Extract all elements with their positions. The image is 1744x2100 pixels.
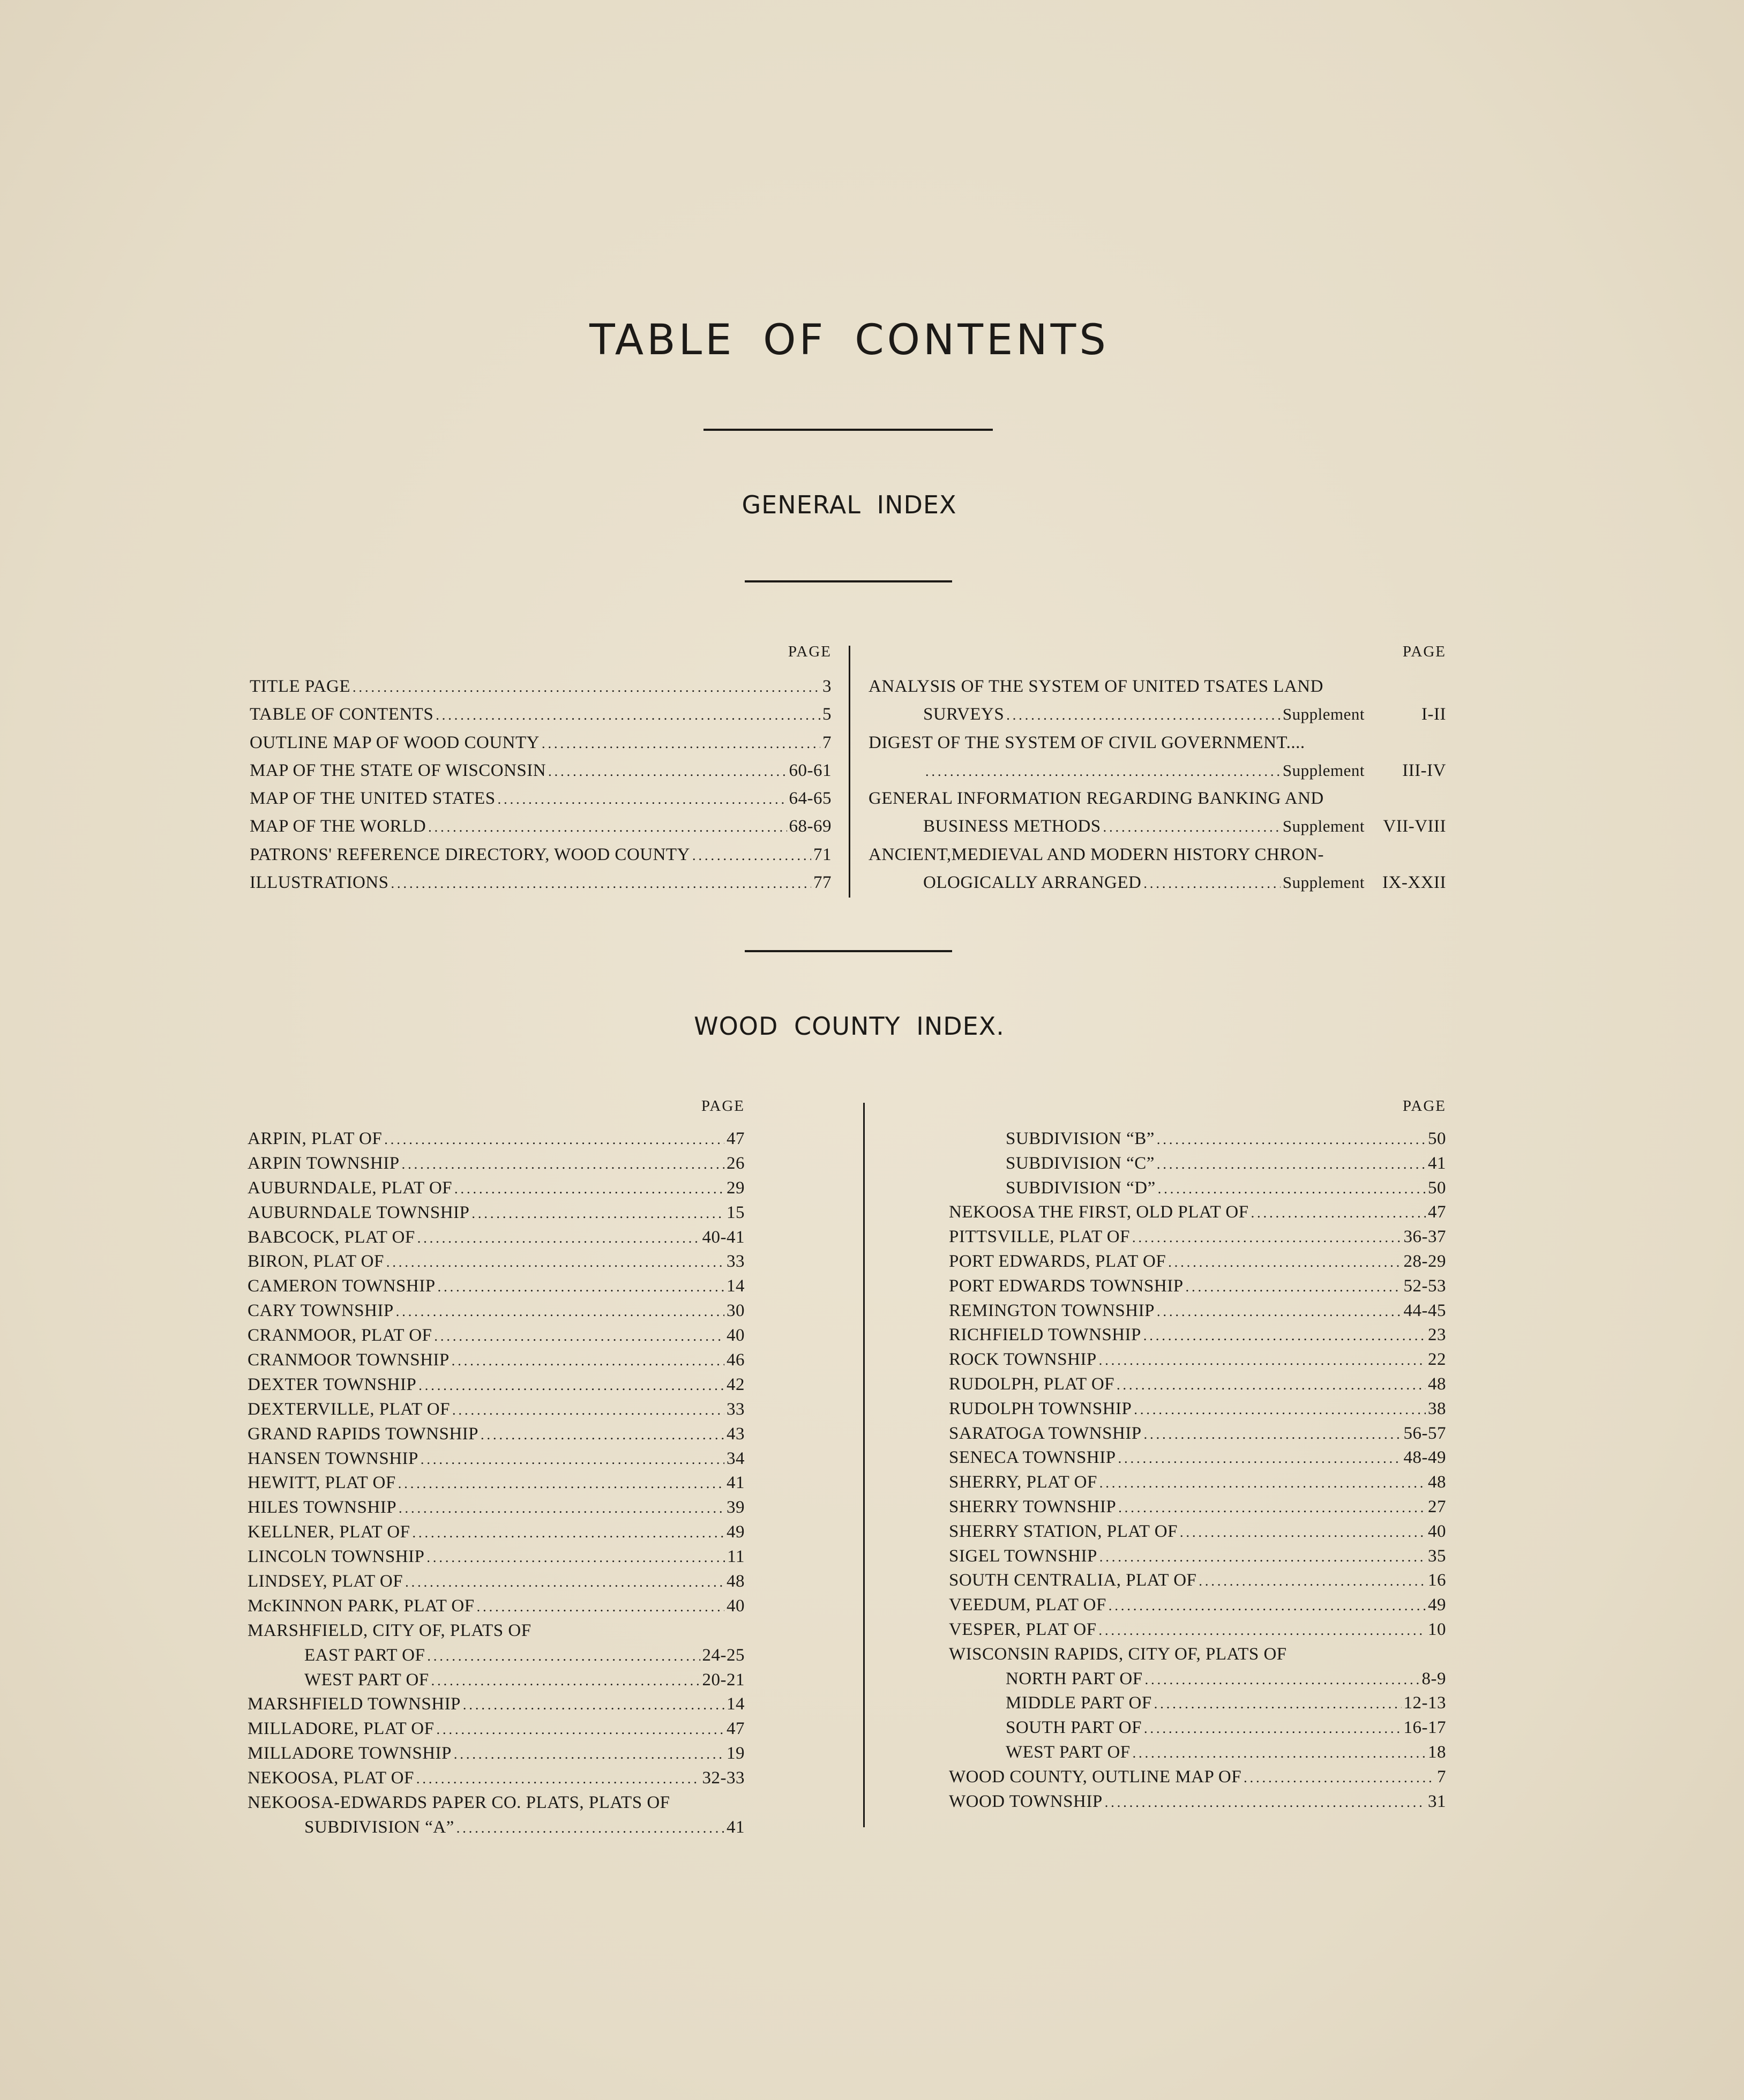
entry-name: SUBDIVISION “B” xyxy=(1006,1129,1155,1148)
entry-page-number: 18 xyxy=(1428,1742,1446,1762)
entry-page-number: 31 xyxy=(1428,1791,1446,1811)
general-index-column-divider xyxy=(849,646,850,898)
page-column-label: PAGE xyxy=(701,1097,745,1115)
page-column-label: PAGE xyxy=(788,643,832,660)
entry-name: EAST PART OF xyxy=(304,1645,425,1665)
index-entry xyxy=(949,1200,1446,1225)
index-entry xyxy=(949,1176,1446,1201)
entry-page-number: 50 xyxy=(1428,1178,1446,1198)
index-entry xyxy=(250,672,832,700)
dot-leader xyxy=(436,701,820,729)
entry-page-number: IX-XXII xyxy=(1382,873,1446,893)
wood-county-left-list xyxy=(248,1127,745,1840)
dot-leader xyxy=(426,1545,725,1570)
title-divider xyxy=(703,429,993,431)
index-entry xyxy=(248,1299,745,1324)
entry-name: HANSEN TOWNSHIP xyxy=(248,1448,418,1468)
entry-name: PITTSVILLE, PLAT OF xyxy=(949,1227,1130,1247)
dot-leader xyxy=(452,1349,724,1373)
entry-name: OLOGICALLY ARRANGED xyxy=(923,873,1142,893)
dot-leader xyxy=(1157,1299,1402,1324)
dot-leader xyxy=(471,1201,724,1226)
index-entry xyxy=(949,1568,1446,1593)
dot-leader xyxy=(1144,1422,1402,1447)
entry-name: NEKOOSA, PLAT OF xyxy=(248,1768,414,1788)
entry-page-number: 40-41 xyxy=(702,1227,745,1247)
dot-leader xyxy=(548,758,787,786)
entry-name: DEXTER TOWNSHIP xyxy=(248,1374,417,1394)
entry-page-number: 11 xyxy=(727,1547,745,1567)
index-group-heading: WISCONSIN RAPIDS, CITY OF, PLATS OF xyxy=(949,1644,1287,1664)
entry-page-number: 5 xyxy=(822,705,832,724)
index-entry xyxy=(248,1520,745,1545)
index-entry xyxy=(949,1765,1446,1790)
entry-name: ARPIN, PLAT OF xyxy=(248,1129,383,1148)
index-entry xyxy=(248,1201,745,1225)
wood-county-right-list xyxy=(949,1127,1446,1814)
index-entry-supplement-line xyxy=(869,812,1446,840)
index-entry xyxy=(949,1790,1446,1814)
dot-leader xyxy=(477,1595,724,1619)
entry-name: ILLUSTRATIONS xyxy=(250,873,389,893)
dot-leader xyxy=(353,674,820,701)
supplement-label: Supplement xyxy=(1282,705,1365,724)
page-column-label: PAGE xyxy=(1402,643,1446,660)
entry-page-number: 20-21 xyxy=(702,1670,745,1690)
entry-page-number: 40 xyxy=(727,1596,745,1616)
entry-name: VEEDUM, PLAT OF xyxy=(949,1595,1106,1615)
index-entry xyxy=(949,1225,1446,1250)
index-entry xyxy=(949,1446,1446,1470)
entry-page-number: 47 xyxy=(727,1129,745,1148)
wood-county-index-heading: WOOD COUNTY INDEX. xyxy=(694,1012,1005,1041)
general-index-left-column xyxy=(250,643,832,896)
dot-leader xyxy=(463,1693,724,1717)
wood-county-divider xyxy=(745,950,952,952)
index-entry xyxy=(949,1152,1446,1176)
dot-leader xyxy=(1105,1790,1426,1815)
entry-name: NORTH PART OF xyxy=(1006,1669,1143,1688)
entry-name: TITLE PAGE xyxy=(250,677,351,696)
entry-name: SOUTH PART OF xyxy=(1006,1718,1142,1738)
dot-leader xyxy=(405,1570,724,1595)
dot-leader xyxy=(1186,1275,1402,1299)
entry-name: WOOD TOWNSHIP xyxy=(949,1791,1103,1811)
entry-page-number: 48 xyxy=(1428,1374,1446,1394)
entry-name: RUDOLPH, PLAT OF xyxy=(949,1374,1115,1394)
entry-page-number: 41 xyxy=(1428,1153,1446,1173)
index-entry xyxy=(248,1471,745,1496)
index-entry xyxy=(949,1667,1446,1692)
entry-page-number: 68-69 xyxy=(789,817,832,836)
entry-name: WEST PART OF xyxy=(1006,1742,1131,1762)
index-entry xyxy=(248,1348,745,1373)
dot-leader xyxy=(416,1767,700,1791)
dot-leader xyxy=(1118,1496,1426,1520)
entry-name: AUBURNDALE, PLAT OF xyxy=(248,1178,453,1198)
supplement-label: Supplement xyxy=(1282,873,1365,892)
wood-county-right-column xyxy=(949,1097,1446,1814)
index-entry xyxy=(949,1348,1446,1372)
index-entry-title: ANCIENT,MEDIEVAL AND MODERN HISTORY CHRON- xyxy=(869,845,1324,864)
entry-page-number: 22 xyxy=(1428,1350,1446,1370)
dot-leader xyxy=(1109,1594,1426,1618)
dot-leader xyxy=(1157,1127,1426,1152)
entry-page-number: 12-13 xyxy=(1403,1693,1446,1713)
dot-leader xyxy=(925,758,1281,786)
index-group-heading: NEKOOSA-EDWARDS PAPER CO. PLATS, PLATS OF xyxy=(248,1793,670,1813)
index-group-heading: MARSHFIELD, CITY OF, PLATS OF xyxy=(248,1620,532,1640)
entry-page-number: VII-VIII xyxy=(1383,817,1446,836)
dot-leader xyxy=(1154,1692,1402,1716)
dot-leader xyxy=(1144,1716,1402,1741)
dot-leader xyxy=(431,1669,700,1693)
entry-page-number: III-IV xyxy=(1402,760,1446,780)
index-entry xyxy=(248,1717,745,1742)
index-entry-supplement-line xyxy=(869,757,1446,784)
entry-name: REMINGTON TOWNSHIP xyxy=(949,1301,1155,1320)
entry-name: MARSHFIELD TOWNSHIP xyxy=(248,1694,461,1714)
entry-page-number: 27 xyxy=(1428,1497,1446,1516)
dot-leader xyxy=(1132,1225,1402,1250)
index-entry xyxy=(949,1127,1446,1152)
entry-page-number: 47 xyxy=(1428,1202,1446,1222)
index-entry xyxy=(248,1422,745,1447)
index-entry xyxy=(949,1544,1446,1569)
index-entry xyxy=(248,1324,745,1348)
index-entry xyxy=(248,1274,745,1299)
entry-name: VESPER, PLAT OF xyxy=(949,1619,1097,1639)
index-entry xyxy=(248,1225,745,1250)
index-entry-supplement-line xyxy=(869,869,1446,896)
entry-page-number: 42 xyxy=(727,1374,745,1394)
general-index-divider xyxy=(745,580,952,582)
index-entry xyxy=(248,1496,745,1520)
entry-name: PATRONS' REFERENCE DIRECTORY, WOOD COUNTY xyxy=(250,845,690,864)
entry-page-number: I-II xyxy=(1421,705,1446,724)
wood-county-left-column xyxy=(248,1097,745,1840)
entry-page-number: 14 xyxy=(727,1276,745,1296)
dot-leader xyxy=(542,730,820,758)
entry-page-number: 56-57 xyxy=(1403,1423,1446,1443)
entry-page-number: 8-9 xyxy=(1421,1669,1446,1688)
dot-leader xyxy=(456,1816,724,1841)
dot-leader xyxy=(438,1275,724,1299)
index-entry xyxy=(248,1447,745,1471)
dot-leader xyxy=(421,1447,724,1472)
entry-page-number: 64-65 xyxy=(789,789,832,809)
entry-name: SUBDIVISION “A” xyxy=(304,1817,454,1837)
index-entry xyxy=(248,1127,745,1152)
entry-page-number: 60-61 xyxy=(789,760,832,780)
dot-leader xyxy=(1134,1397,1426,1422)
entry-name: SHERRY STATION, PLAT OF xyxy=(949,1521,1178,1541)
dot-leader xyxy=(1099,1618,1426,1643)
entry-name: MAP OF THE UNITED STATES xyxy=(250,789,496,809)
dot-leader xyxy=(384,1127,724,1152)
entry-page-number: 41 xyxy=(727,1817,745,1837)
entry-page-number: 26 xyxy=(727,1153,745,1173)
dot-leader xyxy=(1143,1324,1426,1348)
dot-leader xyxy=(418,1373,724,1398)
entry-name: RICHFIELD TOWNSHIP xyxy=(949,1325,1141,1345)
entry-name: BIRON, PLAT OF xyxy=(248,1252,384,1272)
entry-name: SUBDIVISION “D” xyxy=(1006,1178,1156,1198)
entry-page-number: 41 xyxy=(727,1473,745,1493)
dot-leader xyxy=(1103,813,1281,841)
dot-leader xyxy=(1006,701,1281,729)
index-entry xyxy=(949,1397,1446,1422)
index-entry-title: DIGEST OF THE SYSTEM OF CIVIL GOVERNMENT.... xyxy=(869,733,1305,752)
entry-name: NEKOOSA THE FIRST, OLD PLAT OF xyxy=(949,1202,1249,1222)
entry-name: RUDOLPH TOWNSHIP xyxy=(949,1399,1132,1418)
entry-name: ARPIN TOWNSHIP xyxy=(248,1153,400,1173)
index-entry xyxy=(248,1397,745,1422)
dot-leader xyxy=(413,1521,725,1545)
entry-page-number: 35 xyxy=(1428,1546,1446,1566)
index-entry xyxy=(250,757,832,784)
entry-name: AUBURNDALE TOWNSHIP xyxy=(248,1202,470,1222)
index-entry xyxy=(248,1250,745,1274)
index-entry xyxy=(949,1618,1446,1642)
dot-leader xyxy=(454,1177,724,1201)
index-entry xyxy=(949,1691,1446,1716)
supplement-label: Supplement xyxy=(1282,760,1365,780)
entry-name: CRANMOOR TOWNSHIP xyxy=(248,1350,450,1370)
dot-leader xyxy=(1251,1201,1426,1225)
entry-page-number: 10 xyxy=(1428,1619,1446,1639)
entry-name: WOOD COUNTY, OUTLINE MAP OF xyxy=(949,1767,1242,1787)
dot-leader xyxy=(428,813,787,841)
entry-page-number: 52-53 xyxy=(1403,1276,1446,1296)
entry-page-number: 16-17 xyxy=(1403,1718,1446,1738)
index-entry xyxy=(250,869,832,896)
dot-leader xyxy=(402,1152,724,1177)
entry-name: HEWITT, PLAT OF xyxy=(248,1473,396,1493)
entry-name: MIDDLE PART OF xyxy=(1006,1693,1152,1713)
entry-name: LINDSEY, PLAT OF xyxy=(248,1572,403,1591)
index-entry xyxy=(250,812,832,840)
entry-page-number: 77 xyxy=(813,873,832,893)
index-entry xyxy=(949,1520,1446,1544)
index-entry xyxy=(949,1372,1446,1397)
dot-leader xyxy=(1199,1569,1426,1594)
dot-leader xyxy=(1118,1446,1402,1471)
dot-leader xyxy=(1143,870,1281,898)
index-entry xyxy=(248,1152,745,1176)
dot-leader xyxy=(399,1496,724,1521)
entry-name: CARY TOWNSHIP xyxy=(248,1301,394,1321)
index-entry xyxy=(949,1740,1446,1765)
entry-page-number: 47 xyxy=(727,1719,745,1739)
dot-leader xyxy=(1133,1741,1426,1766)
dot-leader xyxy=(498,786,787,813)
entry-page-number: 40 xyxy=(1428,1521,1446,1541)
index-entry xyxy=(248,1668,745,1693)
index-entry xyxy=(248,1570,745,1594)
dot-leader xyxy=(1099,1545,1426,1570)
dot-leader xyxy=(481,1423,724,1447)
entry-name: MAP OF THE STATE OF WISCONSIN xyxy=(250,760,547,780)
entry-name: BABCOCK, PLAT OF xyxy=(248,1227,415,1247)
index-entry xyxy=(248,1742,745,1766)
index-entry xyxy=(949,1716,1446,1740)
dot-leader xyxy=(437,1717,725,1742)
entry-name: MILLADORE TOWNSHIP xyxy=(248,1744,452,1763)
index-entry xyxy=(248,1815,745,1840)
entry-page-number: 49 xyxy=(1428,1595,1446,1615)
entry-name: McKINNON PARK, PLAT OF xyxy=(248,1596,475,1616)
entry-name: PORT EDWARDS, PLAT OF xyxy=(949,1251,1166,1271)
entry-name: MAP OF THE WORLD xyxy=(250,817,426,836)
entry-name: HILES TOWNSHIP xyxy=(248,1498,397,1518)
index-entry xyxy=(248,1373,745,1397)
index-entry xyxy=(250,784,832,812)
index-entry xyxy=(248,1545,745,1570)
dot-leader xyxy=(1099,1471,1426,1496)
entry-name: LINCOLN TOWNSHIP xyxy=(248,1547,425,1567)
entry-page-number: 19 xyxy=(727,1744,745,1763)
general-index-heading: GENERAL INDEX xyxy=(742,490,957,519)
entry-name: MILLADORE, PLAT OF xyxy=(248,1719,435,1739)
entry-page-number: 48 xyxy=(727,1572,745,1591)
entry-name: SOUTH CENTRALIA, PLAT OF xyxy=(949,1571,1197,1590)
entry-page-number: 39 xyxy=(727,1498,745,1518)
dot-leader xyxy=(1157,1152,1426,1177)
entry-page-number: 14 xyxy=(727,1694,745,1714)
entry-name: CAMERON TOWNSHIP xyxy=(248,1276,436,1296)
index-entry xyxy=(250,729,832,757)
dot-leader xyxy=(452,1398,724,1423)
entry-name: DEXTERVILLE, PLAT OF xyxy=(248,1399,450,1419)
entry-name: WEST PART OF xyxy=(304,1670,429,1690)
dot-leader xyxy=(427,1644,700,1669)
index-entry xyxy=(250,700,832,728)
entry-page-number: 46 xyxy=(727,1350,745,1370)
entry-page-number: 50 xyxy=(1428,1129,1446,1148)
dot-leader xyxy=(1168,1250,1401,1275)
entry-name: SURVEYS xyxy=(923,705,1005,724)
page-column-label: PAGE xyxy=(1402,1097,1446,1115)
entry-page-number: 43 xyxy=(727,1424,745,1444)
entry-name: SARATOGA TOWNSHIP xyxy=(949,1423,1142,1443)
entry-page-number: 38 xyxy=(1428,1399,1446,1418)
dot-leader xyxy=(1180,1520,1426,1545)
wood-county-column-divider xyxy=(863,1103,865,1827)
dot-leader xyxy=(1158,1177,1426,1201)
index-entry xyxy=(949,1422,1446,1446)
entry-name: SHERRY TOWNSHIP xyxy=(949,1497,1117,1516)
entry-page-number: 23 xyxy=(1428,1325,1446,1345)
dot-leader xyxy=(1117,1373,1426,1397)
supplement-label: Supplement xyxy=(1282,817,1365,836)
dot-leader xyxy=(386,1250,724,1275)
index-entry xyxy=(949,1274,1446,1299)
index-entry xyxy=(248,1692,745,1717)
index-entry xyxy=(248,1176,745,1201)
general-index-left-list xyxy=(250,672,832,896)
index-entry xyxy=(248,1643,745,1668)
entry-page-number: 33 xyxy=(727,1399,745,1419)
page-title: TABLE OF CONTENTS xyxy=(589,316,1109,364)
entry-name: SIGEL TOWNSHIP xyxy=(949,1546,1097,1566)
dot-leader xyxy=(396,1299,724,1324)
general-index-right-list xyxy=(869,672,1446,896)
dot-leader xyxy=(692,842,811,870)
dot-leader xyxy=(398,1471,724,1496)
dot-leader xyxy=(391,870,812,898)
index-entry xyxy=(949,1470,1446,1495)
entry-page-number: 33 xyxy=(727,1252,745,1272)
index-entry-supplement-line xyxy=(869,700,1446,728)
dot-leader xyxy=(1145,1668,1420,1692)
entry-page-number: 7 xyxy=(822,733,832,752)
index-entry xyxy=(949,1299,1446,1324)
index-entry-title: GENERAL INFORMATION REGARDING BANKING AND xyxy=(869,789,1324,809)
entry-page-number: 40 xyxy=(727,1326,745,1346)
entry-name: OUTLINE MAP OF WOOD COUNTY xyxy=(250,733,540,752)
entry-page-number: 16 xyxy=(1428,1571,1446,1590)
entry-page-number: 34 xyxy=(727,1448,745,1468)
entry-name: SHERRY, PLAT OF xyxy=(949,1473,1097,1492)
entry-page-number: 49 xyxy=(727,1522,745,1542)
entry-page-number: 15 xyxy=(727,1202,745,1222)
dot-leader xyxy=(434,1324,724,1349)
entry-page-number: 28-29 xyxy=(1403,1251,1446,1271)
entry-name: KELLNER, PLAT OF xyxy=(248,1522,410,1542)
dot-leader xyxy=(1099,1348,1426,1373)
entry-page-number: 7 xyxy=(1437,1767,1446,1787)
index-entry-title: ANALYSIS OF THE SYSTEM OF UNITED TSATES LAND xyxy=(869,677,1323,696)
entry-name: SUBDIVISION “C” xyxy=(1006,1153,1155,1173)
entry-page-number: 36-37 xyxy=(1403,1227,1446,1247)
index-entry xyxy=(248,1766,745,1791)
entry-page-number: 32-33 xyxy=(702,1768,745,1788)
entry-page-number: 48 xyxy=(1428,1473,1446,1492)
dot-leader xyxy=(1244,1766,1435,1790)
entry-page-number: 71 xyxy=(813,845,832,864)
index-entry xyxy=(949,1593,1446,1618)
entry-page-number: 44-45 xyxy=(1403,1301,1446,1320)
index-entry xyxy=(949,1323,1446,1348)
index-entry xyxy=(949,1495,1446,1520)
entry-name: SENECA TOWNSHIP xyxy=(949,1448,1116,1468)
general-index-right-column xyxy=(869,643,1446,896)
entry-page-number: 29 xyxy=(727,1178,745,1198)
entry-name: PORT EDWARDS TOWNSHIP xyxy=(949,1276,1184,1296)
entry-name: CRANMOOR, PLAT OF xyxy=(248,1326,432,1346)
entry-name: BUSINESS METHODS xyxy=(923,817,1101,836)
entry-page-number: 30 xyxy=(727,1301,745,1321)
entry-page-number: 24-25 xyxy=(702,1645,745,1665)
index-entry xyxy=(248,1594,745,1619)
entry-name: ROCK TOWNSHIP xyxy=(949,1350,1097,1370)
index-entry xyxy=(949,1250,1446,1274)
entry-page-number: 48-49 xyxy=(1403,1448,1446,1468)
index-entry xyxy=(250,841,832,869)
dot-leader xyxy=(417,1226,700,1251)
dot-leader xyxy=(454,1742,724,1767)
entry-name: GRAND RAPIDS TOWNSHIP xyxy=(248,1424,479,1444)
entry-page-number: 3 xyxy=(822,677,832,696)
entry-name: TABLE OF CONTENTS xyxy=(250,705,434,724)
